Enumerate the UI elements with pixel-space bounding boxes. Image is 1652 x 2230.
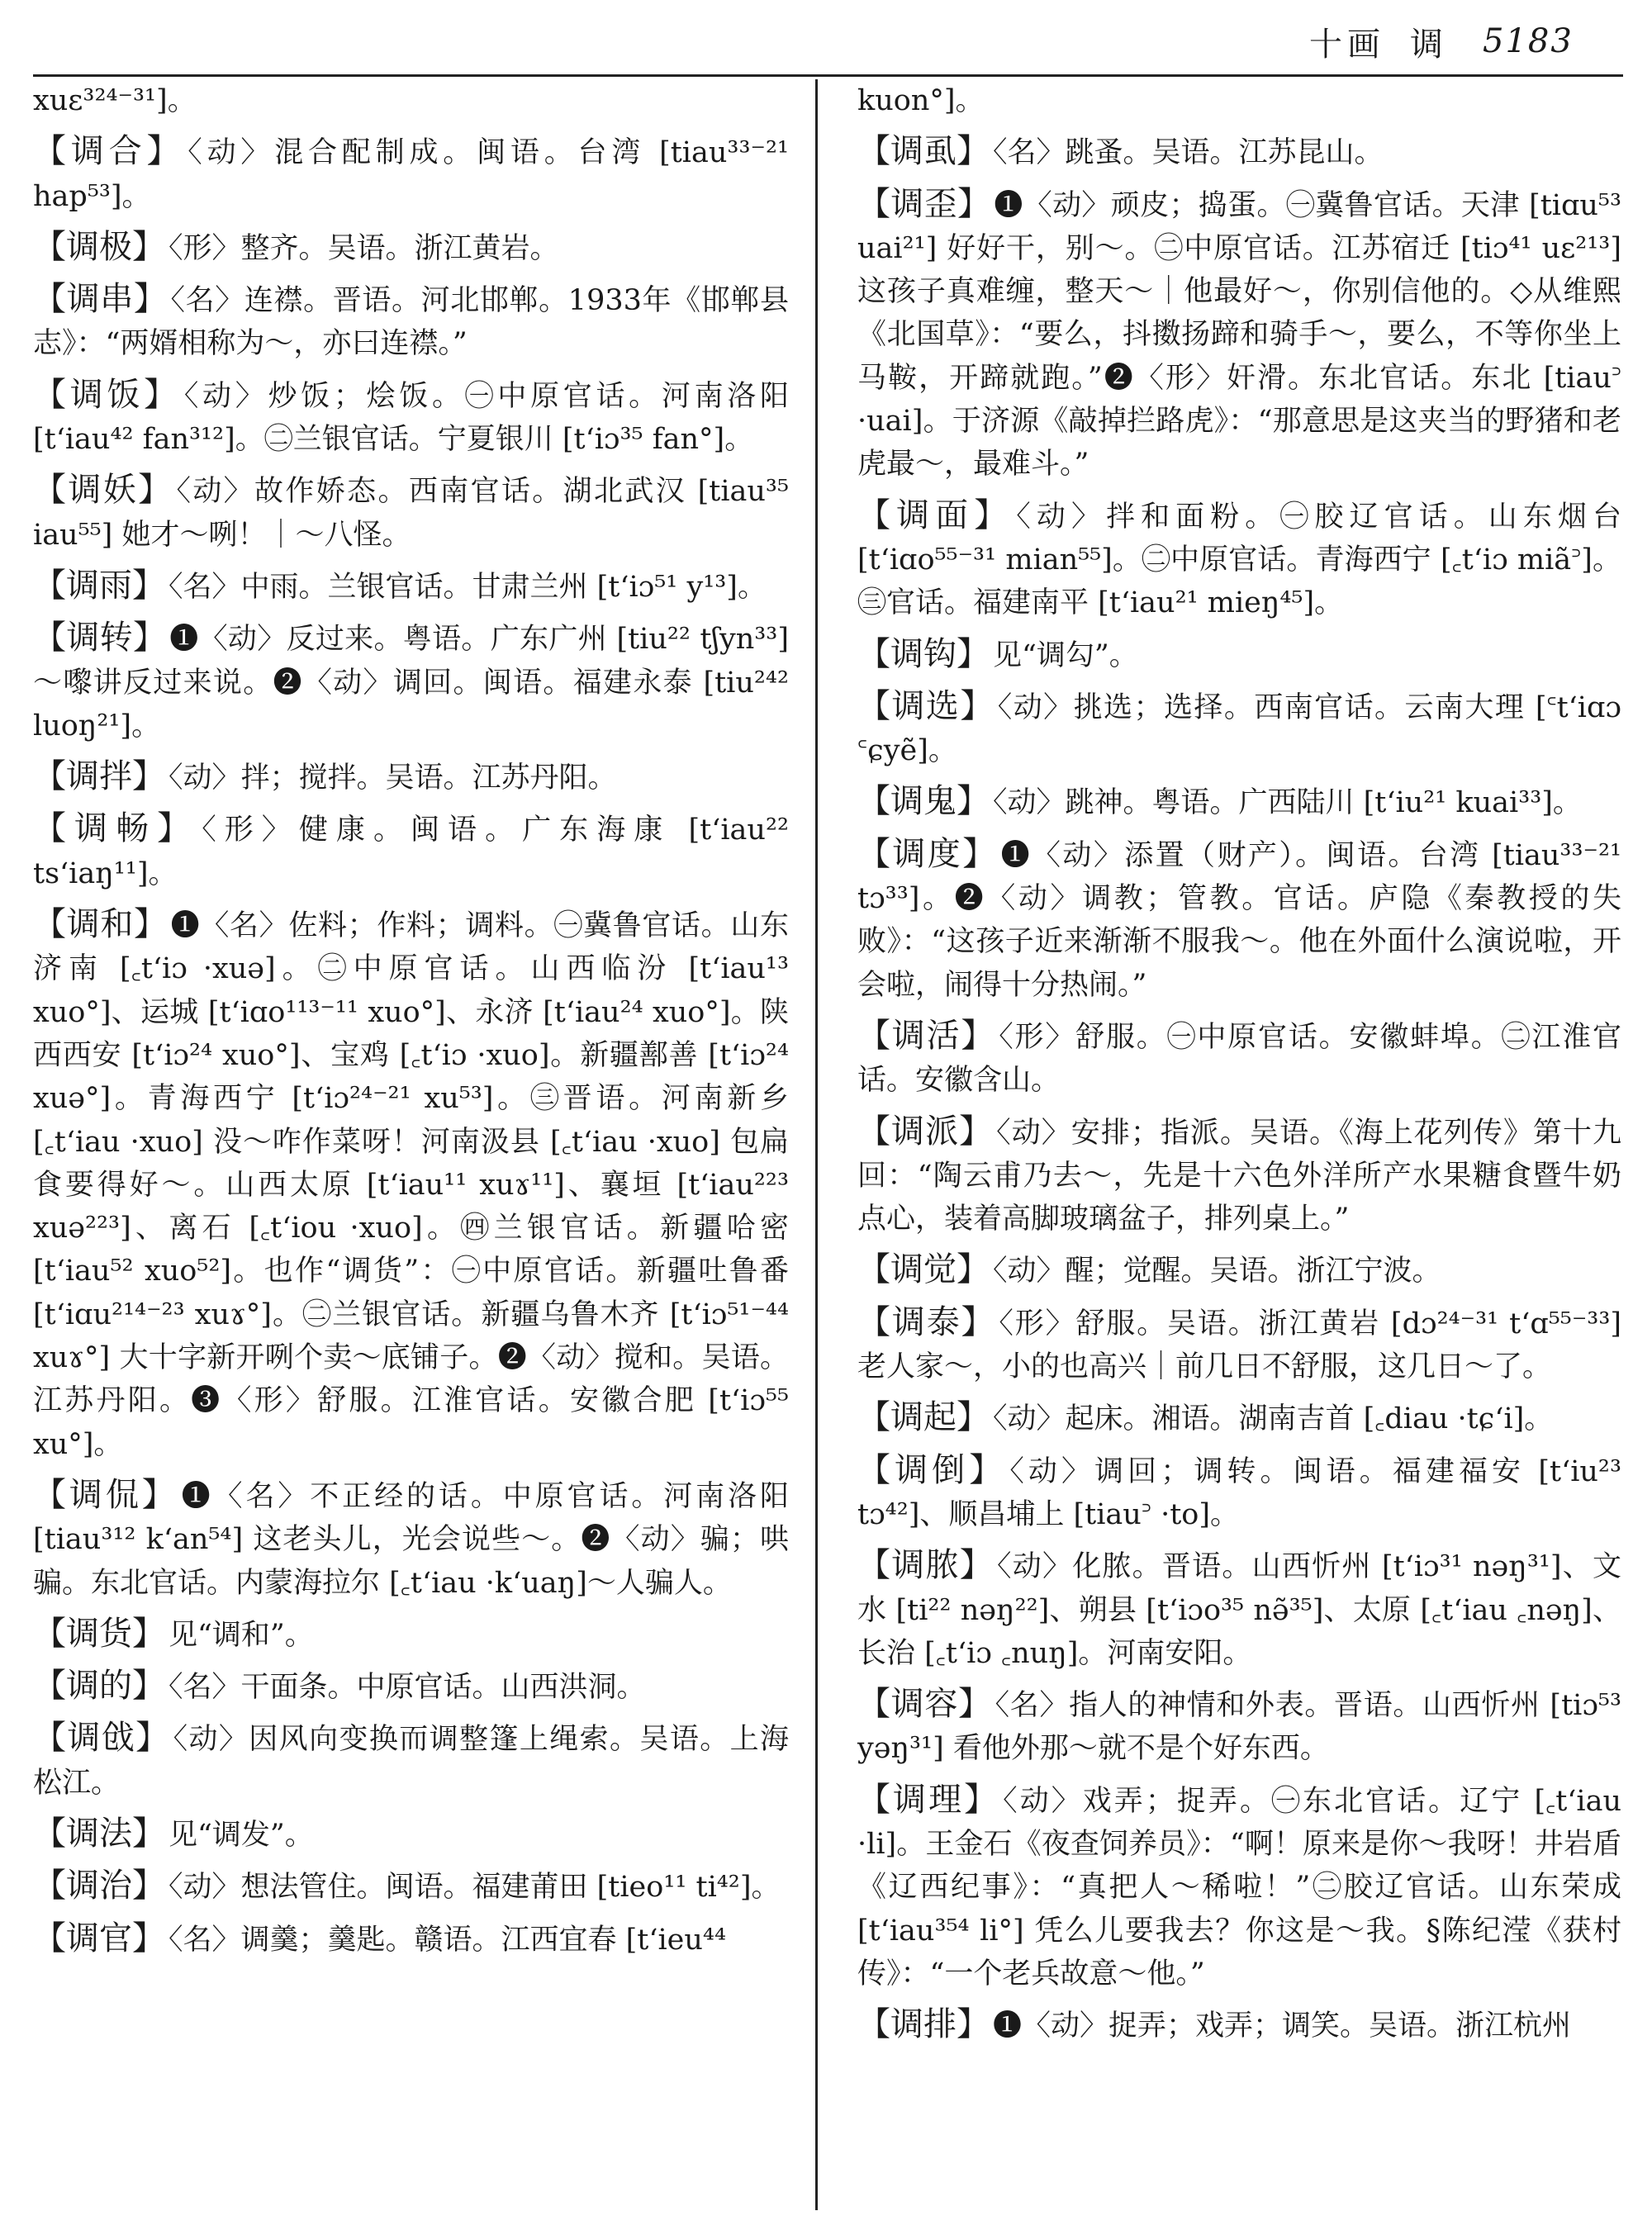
dictionary-entry <box>33 1664 789 1709</box>
entry-definition: ❶〈动〉捉弄；戏弄；调笑。吴语。浙江杭州 <box>993 2009 1572 2043</box>
entry-headword: 【调极】 <box>33 227 165 266</box>
entry-definition: ❶〈动〉添置（财产）。闽语。台湾 [tiau³³⁻²¹ tɔ³³]。❷〈动〉调教；管教。官话。庐隐《秦教授的失败》：“这孩子近来渐渐不服我～。他在外面什么演说啦，开会啦，闹得十分热闹。” <box>857 838 1622 1002</box>
dictionary-entry <box>857 1778 1621 1995</box>
entry-headword: 【调钩】 <box>857 634 990 673</box>
entry-headword: 【调选】 <box>857 686 995 725</box>
entry-definition: 见“调勾”。 <box>993 638 1138 672</box>
entry-definition: 〈名〉连襟。晋语。河北邯郸。1933年《邯郸县志》：“两婿相称为～，亦曰连襟。” <box>33 284 790 361</box>
dictionary-entry <box>33 1864 789 1909</box>
entry-definition: 〈名〉调羹；羹匙。赣语。江西宜春 [tʻieu⁴⁴ <box>169 1923 726 1957</box>
dictionary-entry <box>33 468 789 557</box>
dictionary-entry <box>33 1716 789 1805</box>
entry-headword: 【调鬼】 <box>857 782 990 821</box>
page-header <box>1309 18 1623 64</box>
entry-definition: 〈动〉因风向变换而调整篷上绳索。吴语。上海松江。 <box>33 1723 789 1800</box>
right-column <box>857 79 1621 2055</box>
entry-definition: 〈动〉拌；搅拌。吴语。江苏丹阳。 <box>169 762 617 795</box>
entry-definition: 〈动〉跳神。粤语。广西陆川 [tʻiu²¹ kuai³³]。 <box>993 786 1582 820</box>
entry-headword: 【调货】 <box>33 1614 165 1653</box>
entry-definition: 〈形〉舒服。㊀中原官话。安徽蚌埠。㊁江淮官话。安徽含山。 <box>857 1020 1621 1098</box>
entry-headword: 【调治】 <box>33 1867 165 1905</box>
entry-headword: 【调觉】 <box>857 1250 990 1289</box>
entry-definition: ❶〈动〉反过来。粤语。广东广州 [tiu²² tʃyn³³] ～嚟讲反过来说。❷〈动〉调回。闽语。福建永泰 [tiu²⁴² luoŋ²¹]。 <box>33 623 789 743</box>
entry-headword: 【调雨】 <box>33 566 165 605</box>
dictionary-entry <box>857 183 1621 486</box>
entry-headword: 【调歪】 <box>857 184 991 223</box>
entry-headword: 【调妖】 <box>33 471 173 510</box>
dictionary-entry <box>857 633 1621 677</box>
entry-definition: 〈动〉戏弄；捉弄。㊀东北官话。辽宁 [꜀tʻiau ·li]。王金石《夜查饲养员》：“啊！原来是你～我呀！井岩盾《辽西纪事》：“真把人～稀啦！”㊁胶辽官话。山东荣成 [tʻiau³⁵⁴ li°] 凭么儿要我去？你这是～我。§陈纪滢《获村传》：“一个老兵故意～他。” <box>857 1784 1622 1990</box>
dictionary-entry <box>857 833 1621 1007</box>
entry-definition: 〈名〉中雨。兰银官话。甘肃兰州 [tʻiɔ⁵¹ y¹³]。 <box>169 570 767 604</box>
entry-headword: 【调法】 <box>33 1814 165 1853</box>
dictionary-entry <box>33 755 789 799</box>
entry-definition: 〈动〉起床。湘语。湖南吉首 [꜀diau ·tɕʻi]。 <box>993 1402 1554 1436</box>
column-divider <box>815 79 818 2210</box>
dictionary-entry <box>857 130 1621 174</box>
entry-definition: 〈动〉想法管住。闽语。福建莆田 [tieo¹¹ ti⁴²]。 <box>169 1871 781 1905</box>
entry-headword: 【调拌】 <box>33 757 165 796</box>
dictionary-entry <box>857 494 1621 625</box>
dictionary-entry <box>33 278 789 366</box>
entry-definition: ❶〈动〉顽皮；捣蛋。㊀冀鲁官话。天津 [tiɑu⁵³ uai²¹] 好好干，别～。㊁中原官话。江苏宿迁 [tiɔ⁴¹ uɛ²¹³] 这孩子真难缠，整天～｜他最好～，你别信他的。◇从维熙《北国草》：“要么，抖擞扬蹄和骑手～，要么，不等你坐上马鞍，开蹄就跑。”❷〈形〉奸滑。东北官话。东北 [tiau꜄ ·uai]。于济源《敲掉拦路虎》：“那意思是这夹当的野猪和老虎最～，最难斗。” <box>857 188 1621 482</box>
entry-definition: 〈动〉炒饭；烩饭。㊀中原官话。河南洛阳 [tʻiau⁴² fan³¹²]。㊁兰银官话。宁夏银川 [tʻiɔ³⁵ fan°]。 <box>33 379 789 457</box>
entry-definition: ❶〈名〉佐料；作料；调料。㊀冀鲁官话。山东济南 [꜀tʻiɔ ·xuə]。㊁中原官话。山西临汾 [tʻiau¹³ xuo°]、运城 [tʻiɑo¹¹³⁻¹¹ xuo°]、永济 [tʻiau²⁴ xuo°]。陕西西安 [tʻiɔ²⁴ xuo°]、宝鸡 [꜀tʻiɔ ·xuo]。新疆鄯善 [tʻiɔ²⁴ xuə°]。青海西宁 [tʻiɔ²⁴⁻²¹ xu⁵³]。㊂晋语。河南新乡 [꜀tʻiau ·xuo] 没～咋作菜呀！河南汲县 [꜀tʻiau ·xuo] 包扁食要得好～。山西太原 [tʻiau¹¹ xuɤ¹¹]、襄垣 [tʻiau²²³ xuə²²³]、离石 [꜀tʻiou ·xuo]。㊃兰银官话。新疆哈密 [tʻiau⁵² xuo⁵²]。也作“调货”：㊀中原官话。新疆吐鲁番 [tʻiɑu²¹⁴⁻²³ xuɤ°]。㊁兰银官话。新疆乌鲁木齐 [tʻiɔ⁵¹⁻⁴⁴ xuɤ°] 大十字新开咧个卖～底铺子。❷〈动〉搅和。吴语。江苏丹阳。❸〈形〉舒服。江淮官话。安徽合肥 [tʻiɔ⁵⁵ xu°]。 <box>33 909 789 1461</box>
entry-definition: 〈名〉指人的神情和外表。晋语。山西忻州 [tiɔ⁵³ yəŋ³¹] 看他外那～就不是个好东西。 <box>857 1689 1621 1766</box>
entry-continuation: kuon°]。 <box>857 84 985 117</box>
header-character: 调 <box>1410 25 1448 64</box>
header-section: 十画 <box>1309 25 1385 64</box>
entry-headword: 【调虱】 <box>857 132 990 171</box>
entry-continuation: xuɛ³²⁴⁻³¹]。 <box>33 84 197 117</box>
dictionary-entry <box>857 1449 1621 1537</box>
entry-headword: 【调容】 <box>857 1685 992 1724</box>
entry-headword: 【调串】 <box>33 280 168 319</box>
entry-definition: 见“调发”。 <box>169 1818 314 1852</box>
entry-definition: 〈形〉整齐。吴语。浙江黄岩。 <box>169 231 559 265</box>
dictionary-entry <box>857 685 1621 773</box>
header-rule <box>33 74 1623 77</box>
entry-headword: 【调倒】 <box>857 1450 1007 1489</box>
entry-headword: 【调和】 <box>33 905 168 944</box>
entry-headword: 【调泰】 <box>857 1302 996 1341</box>
left-column <box>33 79 789 1969</box>
entry-definition: 〈动〉混合配制成。闽语。台湾 [tiau³³⁻²¹ hap⁵³]。 <box>33 136 790 213</box>
entry-headword: 【调活】 <box>857 1016 996 1055</box>
entry-definition: 〈动〉化脓。晋语。山西忻州 [tʻiɔ³¹ nəŋ³¹]、文水 [ti²² nəŋ²²]、朔县 [tʻiɔo³⁵ nə̃³⁵]、太原 [꜀tʻiau ꜀nəŋ]、长治 [꜀tʻiɔ ꜀nuŋ]。河南安阳。 <box>857 1550 1622 1670</box>
entry-definition: 〈动〉故作娇态。西南官话。湖北武汉 [tiau³⁵ iau⁵⁵] 她才～咧！｜～八怪。 <box>33 475 789 552</box>
entry-definition: 〈形〉健康。闽语。广东海康 [tʻiau²² tsʻiaŋ¹¹]。 <box>33 814 790 890</box>
dictionary-entry <box>857 1248 1621 1293</box>
dictionary-entry <box>857 1682 1621 1771</box>
dictionary-entry <box>33 807 789 895</box>
dictionary-entry <box>857 780 1621 824</box>
dictionary-entry <box>33 903 789 1466</box>
dictionary-entry <box>33 225 789 270</box>
dictionary-entry <box>857 2003 1621 2047</box>
entry-definition: 〈动〉挑选；选择。西南官话。云南大理 [꜂tʻiɑɔ ꜂ɕyẽ]。 <box>857 690 1621 768</box>
dictionary-entry <box>33 616 789 747</box>
dictionary-entry <box>33 130 789 218</box>
dictionary-entry <box>857 1544 1621 1675</box>
entry-definition: 〈动〉醒；觉醒。吴语。浙江宁波。 <box>993 1255 1441 1288</box>
dictionary-entry <box>857 1396 1621 1440</box>
entry-headword: 【调转】 <box>33 619 167 657</box>
dictionary-entry <box>857 1110 1621 1241</box>
entry-headword: 【调饭】 <box>33 375 181 414</box>
entry-headword: 【调排】 <box>857 2005 990 2044</box>
entry-headword: 【调戗】 <box>33 1719 170 1758</box>
entry-definition: 〈动〉安排；指派。吴语。《海上花列传》第十九回：“陶云甫乃去～，先是十六色外洋所产水果糖食暨牛奶点心，装着高脚玻璃盆子，排列桌上。” <box>857 1116 1622 1236</box>
entry-headword: 【调侃】 <box>33 1475 178 1514</box>
entry-headword: 【调派】 <box>857 1112 994 1151</box>
dictionary-entry <box>33 1917 789 1962</box>
entry-definition: 〈名〉跳蚤。吴语。江苏昆山。 <box>993 136 1384 170</box>
entry-definition: 〈动〉调回；调转。闽语。福建福安 [tʻiu²³ tɔ⁴²]、顺昌埔上 [tiau꜄ ·to]。 <box>857 1454 1621 1531</box>
entry-headword: 【调脓】 <box>857 1546 994 1585</box>
entry-definition: ❶〈名〉不正经的话。中原官话。河南洛阳 [tiau³¹² kʻan⁵⁴] 这老头儿，光会说些～。❷〈动〉骗；哄骗。东北官话。内蒙海拉尔 [꜀tʻiau ·kʻuaŋ]～人骗人。 <box>33 1479 789 1600</box>
dictionary-entry <box>33 1812 789 1857</box>
dictionary-entry <box>33 1612 789 1657</box>
entry-headword: 【调起】 <box>857 1398 990 1437</box>
entry-headword: 【调合】 <box>33 132 185 171</box>
dictionary-entry <box>857 1301 1621 1389</box>
dictionary-entry <box>33 373 789 462</box>
entry-headword: 【调面】 <box>857 496 1014 534</box>
dictionary-entry <box>857 1014 1621 1103</box>
entry-definition: 〈名〉干面条。中原官话。山西洪洞。 <box>169 1671 646 1705</box>
entry-headword: 【调度】 <box>857 834 998 873</box>
dictionary-entry <box>33 1473 789 1605</box>
entry-definition: 〈动〉拌和面粉。㊀胶辽官话。山东烟台 [tʻiɑo⁵⁵⁻³¹ mian⁵⁵]。㊁中原官话。青海西宁 [꜀tʻiɔ miã꜄]。㊂官话。福建南平 [tʻiau²¹ mieŋ⁴⁵]。 <box>857 500 1622 620</box>
entry-headword: 【调理】 <box>857 1780 1000 1819</box>
entry-headword: 【调的】 <box>33 1667 165 1706</box>
page-number: 5183 <box>1483 22 1574 60</box>
entry-headword: 【调畅】 <box>33 809 199 848</box>
dictionary-entry <box>33 564 789 609</box>
entry-definition: 〈形〉舒服。吴语。浙江黄岩 [dɔ²⁴⁻³¹ tʻɑ⁵⁵⁻³³] 老人家～，小的也高兴｜前几日不舒服，这几日～了。 <box>857 1307 1622 1384</box>
entry-headword: 【调官】 <box>33 1919 165 1957</box>
entry-definition: 见“调和”。 <box>169 1618 314 1652</box>
